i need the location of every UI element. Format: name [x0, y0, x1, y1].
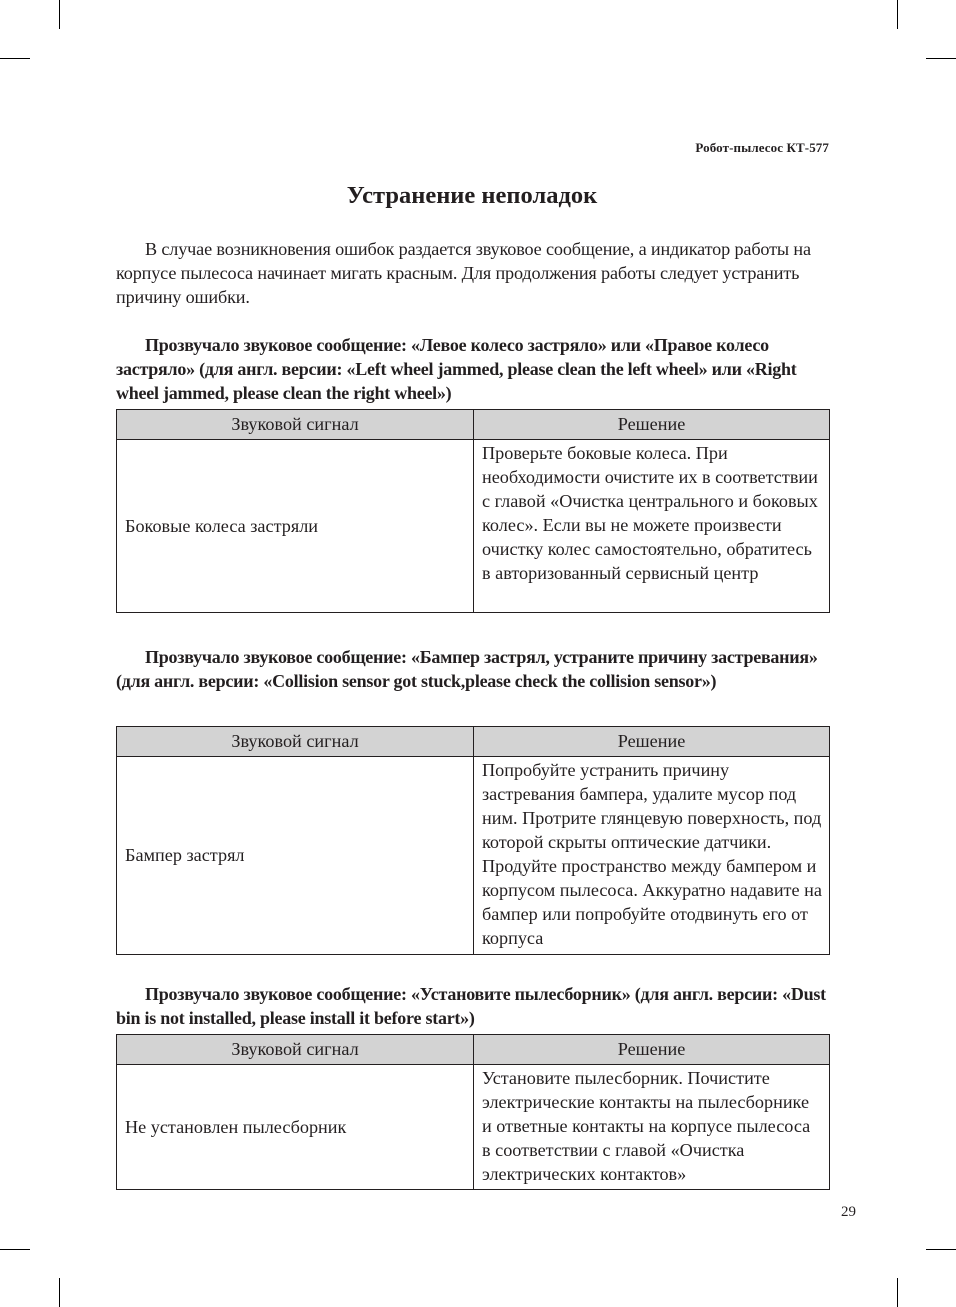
column-header-signal: Звуковой сигнал — [117, 1035, 474, 1065]
crop-mark-bottom-left-vertical — [59, 1278, 60, 1307]
table-row — [117, 1065, 830, 1190]
solution-cell: Установите пылесборник. Почистите электрические контакты на пылесборнике и ответные контакты на корпусе пылесоса в соответствии с главой «Очистка электрических контактов» — [474, 1065, 830, 1190]
column-header-solution: Решение — [474, 1035, 830, 1065]
crop-mark-bottom-right-vertical — [897, 1278, 898, 1307]
table-row — [117, 757, 830, 955]
solution-cell: Попробуйте устранить причину застревания бампера, удалите мусор под ним. Протрите глянцевую поверхность, под которой скрыты оптические датчики. Продуйте пространство между бампером и корпусом пылесоса. Аккуратно надавите на бампер или попробуйте отодвинуть его от корпуса — [474, 757, 830, 955]
table-dust-bin — [116, 1034, 830, 1190]
solution-cell: Проверьте боковые колеса. При необходимости очистите их в соответствии с главой «Очистка центрального и боковых колес». Если вы не можете произвести очистку колес самостоятельно, обратитесь в авторизованный сервисный центр — [474, 440, 830, 613]
section-heading-bumper: Прозвучало звуковое сообщение: «Бампер застрял, устраните причину застревания» (для англ. версии: «Collision sensor got stuck,please check the collision sensor») — [116, 647, 818, 691]
table-wheels — [116, 409, 830, 613]
crop-mark-top-left-vertical — [59, 0, 60, 29]
column-header-signal: Звуковой сигнал — [117, 727, 474, 757]
signal-cell: Бампер застрял — [117, 757, 474, 955]
running-head: Робот-пылесос КТ-577 — [695, 140, 829, 155]
column-header-solution: Решение — [474, 727, 830, 757]
page-number: 29 — [841, 1204, 856, 1220]
column-header-signal: Звуковой сигнал — [117, 410, 474, 440]
column-header-solution: Решение — [474, 410, 830, 440]
crop-mark-top-right-vertical — [897, 0, 898, 29]
signal-cell: Не установлен пылесборник — [117, 1065, 474, 1190]
intro-paragraph: В случае возникновения ошибок раздается звуковое сообщение, а индикатор работы на корпусе пылесоса начинает мигать красным. Для продолжения работы следует устранить причину ошибки. — [116, 239, 811, 307]
section-heading-wheels: Прозвучало звуковое сообщение: «Левое колесо застряло» или «Правое колесо застряло» (для англ. версии: «Left wheel jammed, please clean the left wheel» или «Right wheel jammed, please clean the right wheel») — [116, 335, 797, 403]
table-header-row — [117, 727, 830, 757]
crop-mark-bottom-right-horizontal — [926, 1249, 956, 1250]
table-row — [117, 440, 830, 613]
table-bumper — [116, 726, 830, 955]
crop-mark-bottom-left-horizontal — [0, 1249, 30, 1250]
crop-mark-top-right-horizontal — [926, 58, 956, 59]
signal-cell: Боковые колеса застряли — [117, 440, 474, 613]
section-heading-dust-bin: Прозвучало звуковое сообщение: «Установите пылесборник» (для англ. версии: «Dust bin is not installed, please install it before start») — [116, 984, 826, 1028]
table-header-row — [117, 410, 830, 440]
table-header-row — [117, 1035, 830, 1065]
crop-mark-top-left-horizontal — [0, 58, 30, 59]
page-title: Устранение неполадок — [346, 182, 598, 209]
